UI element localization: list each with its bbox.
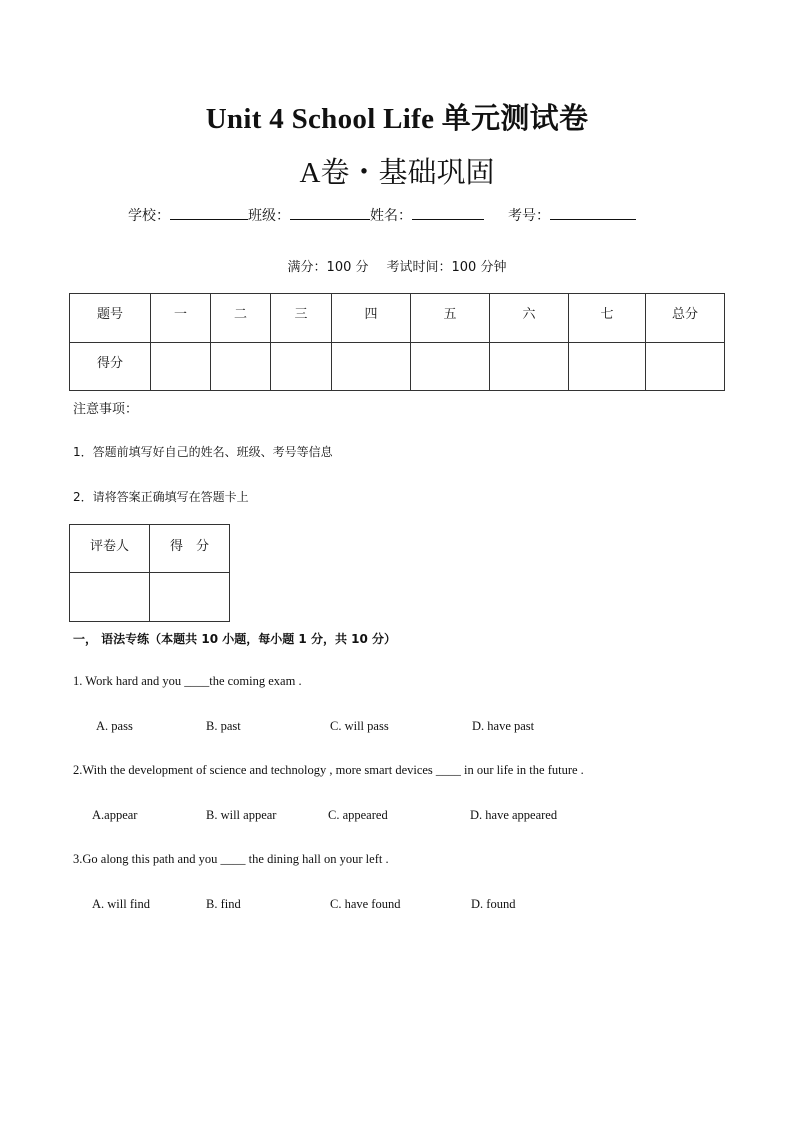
exam-no-label: 考号：: [508, 208, 550, 224]
page-subtitle: A卷・基础巩固: [299, 157, 495, 189]
score-time-line: [0, 256, 794, 275]
name-blank: [412, 205, 484, 220]
header-cell: 一: [151, 294, 211, 343]
q2-option-d: D. have appeared: [470, 808, 558, 822]
q1-option-b: B. past: [206, 719, 241, 733]
exam-no-blank: [550, 205, 636, 220]
q1-option-a: A. pass: [96, 719, 133, 733]
q3-option-c: C. have found: [330, 897, 401, 911]
score-cell[interactable]: [646, 343, 725, 391]
full-score: 满分：100 分: [287, 260, 369, 275]
notes-item-1: 1．答题前填写好自己的姓名、班级、考号等信息: [73, 445, 333, 459]
header-cell: 二: [211, 294, 271, 343]
class-blank: [290, 205, 370, 220]
q3-option-a: A. will find: [92, 897, 150, 911]
header-cell: 题号: [70, 294, 151, 343]
score-table-score-row: [70, 343, 725, 391]
score-cell[interactable]: [569, 343, 646, 391]
exam-time: 考试时间：100 分钟: [386, 260, 507, 275]
header-cell: 六: [490, 294, 569, 343]
score-table-header-row: [70, 294, 725, 343]
header-cell: 总分: [646, 294, 725, 343]
score-cell[interactable]: [211, 343, 271, 391]
question-2: 2.With the development of science and technology , more smart devices ____ in our life in the future .: [73, 763, 584, 777]
score-table: [69, 293, 725, 391]
section-heading: 一， 语法专练（本题共 10 小题，每小题 1 分，共 10 分）: [73, 632, 396, 646]
grader-score-label-cell: 得 分: [150, 525, 230, 573]
class-label: 班级：: [248, 208, 290, 224]
grader-score-cell[interactable]: [150, 573, 230, 622]
score-cell[interactable]: [411, 343, 490, 391]
score-label-cell: 得分: [70, 343, 151, 391]
q1-option-c: C. will pass: [330, 719, 389, 733]
question-1: 1. Work hard and you ____the coming exam .: [73, 674, 302, 688]
school-blank: [170, 205, 248, 220]
student-info-line: [128, 205, 636, 225]
header-cell: 四: [332, 294, 411, 343]
grader-name-cell[interactable]: [70, 573, 150, 622]
page-title: Unit 4 School Life 单元测试卷: [205, 103, 589, 135]
score-cell[interactable]: [271, 343, 332, 391]
grader-header-row: [70, 525, 230, 573]
grader-table: [69, 524, 230, 622]
q3-option-d: D. found: [471, 897, 516, 911]
q3-option-b: B. find: [206, 897, 241, 911]
header-cell: 五: [411, 294, 490, 343]
notes-item-2: 2．请将答案正确填写在答题卡上: [73, 490, 249, 504]
score-cell[interactable]: [332, 343, 411, 391]
score-cell[interactable]: [490, 343, 569, 391]
score-cell[interactable]: [151, 343, 211, 391]
q2-option-a: A.appear: [92, 808, 138, 822]
q2-option-b: B. will appear: [206, 808, 277, 822]
question-3: 3.Go along this path and you ____ the dining hall on your left .: [73, 852, 389, 866]
notes-heading: 注意事项：: [73, 402, 139, 417]
name-label: 姓名：: [370, 208, 412, 224]
school-label: 学校：: [128, 208, 170, 224]
q2-option-c: C. appeared: [328, 808, 388, 822]
header-cell: 七: [569, 294, 646, 343]
q1-option-d: D. have past: [472, 719, 535, 733]
header-cell: 三: [271, 294, 332, 343]
grader-label-cell: 评卷人: [70, 525, 150, 573]
grader-input-row: [70, 573, 230, 622]
